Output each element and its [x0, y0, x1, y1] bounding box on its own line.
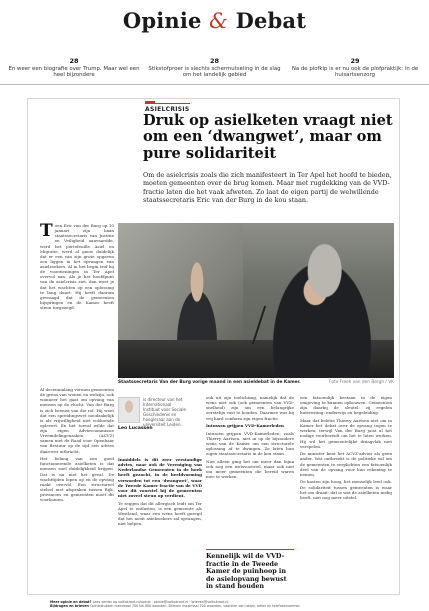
body-paragraph: Het belang van een goed functionerende asielketen is dat mensen snel duidelijkheid krijgen. Dat is nu niet het geval. De wachttijden lopen op en de opvang raakt overvol. Een structureel stelsel met afspraken tussen Rijk, provincies en gemeenten moet dit voorkomen.: [40, 456, 114, 503]
caption-text: Staatssecretaris Van der Burg vorige maand in een asieldebat in de Kamer.: [118, 380, 301, 385]
footer-label: Meer opinie en debat?: [50, 600, 92, 604]
author-avatar: [118, 397, 140, 423]
teaser-page-number: 28: [209, 57, 220, 65]
body-paragraph: Al decennialang vormen gemeenten de grens van wonen en welzijn, ook wanneer het gaat om opvang van mensen op de vlucht. Van der Burg is zich bewust van die rol. Hij weet dat een spreidingswet noodzakelijk is als vrijwilligheid niet voldoende oplevert. En het toeval wilde dat zijn eigen Adviescommissie Vreemdelingenzaken (ACVZ) samen met de Raad voor Openbaar van Bestuur op de tijd een advies daarover uitbracht.: [40, 387, 114, 454]
teaser-item[interactable]: [147, 57, 283, 79]
author-box: [118, 395, 190, 449]
teaser-item[interactable]: [287, 57, 423, 79]
teaser-page-number: 28: [69, 57, 79, 65]
body-paragraph: Niet alleen ging het om meer dan bijna ook nog een wetsvoorstel, maar ook niet om meer gemeenten die bereid waren mee te werken.: [206, 458, 294, 480]
teaser-text: Stikstofproer is slechts schermutseling in de slag om het landelijk gebied: [148, 66, 281, 79]
page-footer: [50, 600, 390, 608]
author-name: Leo Lucassen: [118, 426, 153, 431]
article-headline[interactable]: Druk op asielketen vraagt niet om een ‘dwangwet’, maar om pure solidariteit: [143, 112, 393, 162]
drop-cap: T: [40, 223, 53, 241]
teaser-text: Na de plofkip is er nu ook de plofpraktijk: in de huisartsenzorg: [291, 66, 419, 79]
body-paragraph: ook uit zijn toelichting, namelijk dat de wens niet ook (ook gemeenten van VVD-snelheid) zijn om een belangrijke eerstelijn vast te houden. Daarmee was hij vrij hard conform zijn eigen fractie.: [206, 395, 294, 421]
pull-quote: Kennelijk wil de VVD-fractie in de Tweede Kamer de puinhoop in de asielopvang bewust in stand houden: [206, 549, 294, 591]
article-column-4: [300, 395, 392, 587]
body-paragraph: een fatsoenlijk bestaan in de eigen omgeving te kunnen opbouwen. Gemeenten zijn daarbij de sleutel: zij regelen huisvesting, onderwijs en begeleiding.: [300, 395, 392, 416]
body-paragraph: Inmiddels is dit zeer verstandige advies, naar ook de Vereniging van Nederlandse Gemeenten in de hoek heeft gezocht, in de beeldvorming verworden tot een ‘dwangwet’, waar de Tweede Kamer fractie van de VVD voor dit voorstel bij de gemeenten niet zoveel steun op verdient.: [118, 457, 202, 498]
article-column-1-bottom: [40, 387, 114, 587]
footer-label: Bijdragen en brieven: [50, 604, 89, 609]
masthead-debat: Debat: [235, 8, 307, 33]
body-paragraph: Te zeggen dat dit allergisch leidt om Ter Apel te ontlasten, is een gemeente als Westland, waar een wens heeft gezegd dat het nooit asielzoekers zal opvangen, niet helpen.: [118, 500, 202, 526]
author-bio: is directeur van het Internationaal Instituut voor Sociale Geschiedenis en hoogleraar aan de universiteit Leiden.: [143, 397, 186, 427]
article-column-1-top: [40, 223, 114, 380]
footer-line: [50, 604, 390, 608]
body-paragraph: Intussen grijpen VVD-Kamerleden, zoals Thierry Aartsen, niet in op de bijzondere wens van de Kamer om een structurele oplossing af te dwingen. Ze laten hun eigen staatssecretaris in de kou staan.: [206, 430, 294, 457]
article-photo[interactable]: [118, 223, 394, 378]
teaser-page-number: 29: [350, 57, 360, 65]
teaser-bar: [6, 57, 423, 79]
article-column-2: [118, 457, 202, 587]
body-paragraph: Maar dat beletie Thierry Aartsen niet om in Kamer het debat over de opvang tegen te werken, terwijl Van der Burg juist al het nodige voorbereidt om het te laten werken. Hij wil het gemeentelijke draagvlak niet verspelen.: [300, 418, 392, 449]
body-paragraph: De minister kent het ACVZ-advies als geen ander. Wat ontbreekt is de politieke wil om de gemeenten te verplichten een fatsoenlijk deel van de opvang voor hun rekening te nemen.: [300, 451, 392, 477]
kicker-label: ASIELCRISIS: [145, 106, 190, 113]
teaser-text: En weer een biografie over Trump. Maar wel een heel bijzondere: [8, 66, 140, 79]
body-paragraph: [206, 423, 294, 428]
top-divider: [0, 84, 429, 85]
masthead-opinie: Opinie: [122, 8, 202, 33]
photo-credit: Foto Freek van den Bergh / VK: [329, 380, 394, 385]
photo-figure-right: [256, 233, 388, 378]
kicker-accent-bar: [145, 101, 155, 103]
article-column-3: [206, 395, 294, 545]
masthead-ampersand: &: [209, 9, 229, 33]
article-standfirst: Om de asielcrisis zoals die zich manifesteert in Ter Apel het hoofd te bieden, moeten gemeenten over de brug komen. Maar met rugdekking van de VVD-fractie laten die het vaak afweten. Zo laat de eigen partij de welwillende staatssecretaris Eric van der Burg in de kou staan.: [143, 171, 392, 204]
section-masthead: [0, 8, 429, 33]
article-card: [27, 98, 400, 595]
photo-caption: [118, 380, 394, 386]
body-text: oen Eric van der Burg op 10 januari zijn baan staatssecretaris van Justitie en Veiligheid aanvaardde, werd het portefeuille Asiel en Migratie, werd al gauw duidelijk dat er een van zijn grote opgaven zou liggen in het opvangen van asielzoekers. Al in het begin trof hij de voorzieningen in Ter Apel overvol aan. Als je het hoofdpunt van de asielcrisis ziet, dan weet je dat het wachten op een oplossing te lang duurt. Hij heeft daarom gevraagd dat de gemeenten bijspringen en de Kamer heeft steun toegezegd.: [40, 223, 114, 310]
subheading: Intussen grijpen VVD-Kamerleden: [206, 423, 284, 429]
footer-text: Opiniestukken maximaal 700 tot 800 woorden. Brieven maximaal 200 woorden, voorzien van naam, adres en telefoonnummer.: [89, 604, 301, 609]
footer-text[interactable]: Lees verder op volkskrant.nl/opinie · opinie@volkskrant.nl · brieven@volkskrant.nl: [92, 600, 229, 604]
body-paragraph: De kosten zijn hoog, het menselijk leed ook. De solidariteit tussen gemeenten is waar het om draait: dat is wat de asielketen nodig heeft, niet nog meer uitstel.: [300, 479, 392, 500]
teaser-item[interactable]: [6, 57, 142, 79]
